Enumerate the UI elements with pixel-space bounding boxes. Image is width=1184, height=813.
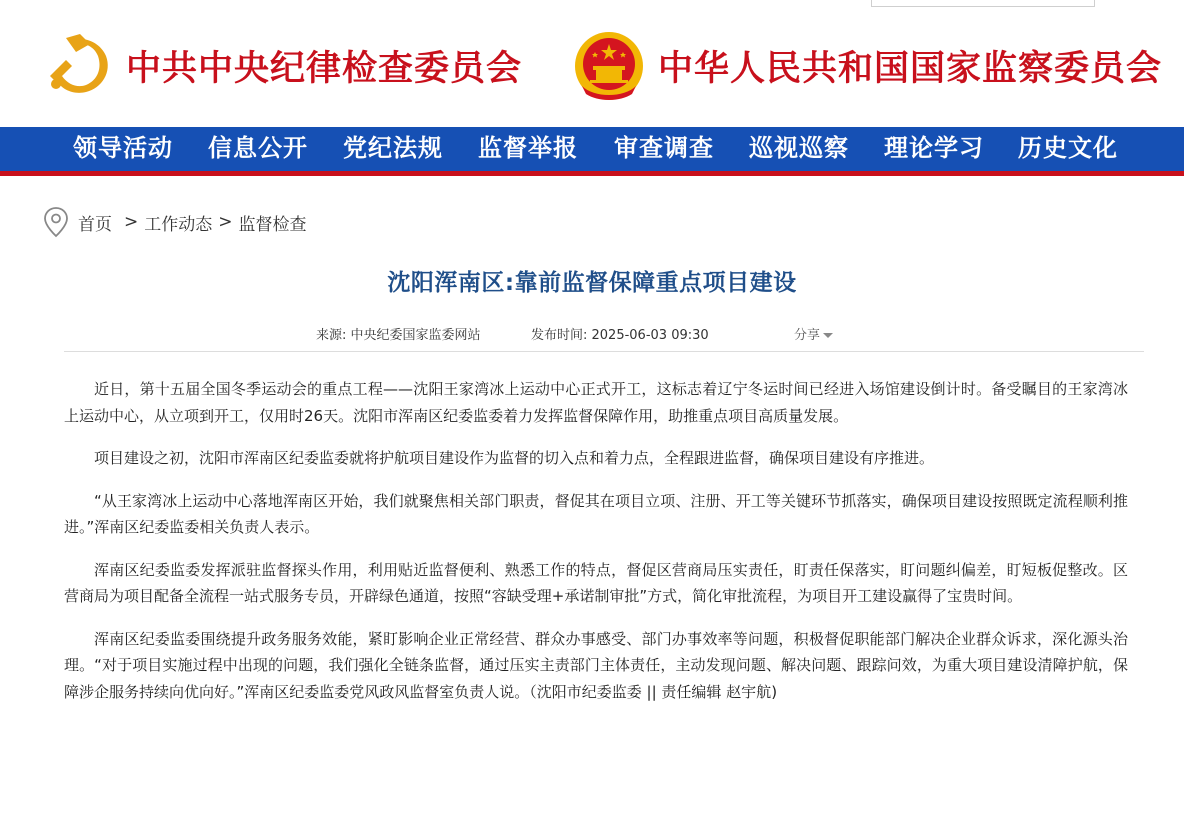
- article-body: [64, 376, 1128, 721]
- party-emblem-icon: [44, 30, 114, 100]
- site-header: [0, 0, 1184, 127]
- nav-item-inspection[interactable]: 巡视巡察: [749, 133, 849, 162]
- location-pin-icon: [42, 206, 70, 238]
- article-source: 来源: 中央纪委国家监委网站: [316, 328, 481, 343]
- article-paragraph: 近日，第十五届全国冬季运动会的重点工程——沈阳王家湾冰上运动中心正式开工，这标志着辽宁冬运时间已经进入场馆建设倒计时。备受瞩目的王家湾冰上运动中心，从立项到开工，仅用时26天。沈阳市浑南区纪委监委着力发挥监督保障作用，助推重点项目高质量发展。: [64, 380, 1128, 425]
- breadcrumb-separator: >: [124, 212, 139, 232]
- breadcrumb-supervision[interactable]: 监督检查: [238, 214, 307, 235]
- article-paragraph: “从王家湾冰上运动中心落地浑南区开始，我们就聚焦相关部门职责，督促其在项目立项、注册、开工等关键环节抓落实，确保项目建设按照既定流程顺利推进。”浑南区纪委监委相关负责人表示。: [64, 491, 1128, 536]
- main-nav: [0, 127, 1184, 171]
- nav-item-report[interactable]: 监督举报: [478, 133, 578, 162]
- org-name-nsc: 中华人民共和国国家监察委员会: [658, 48, 1163, 89]
- nav-item-investigation[interactable]: 审查调查: [614, 133, 714, 162]
- org-name-ccdi: 中共中央纪律检查委员会: [126, 48, 523, 89]
- breadcrumb-work-updates[interactable]: 工作动态: [144, 214, 213, 235]
- nav-item-regulations[interactable]: 党纪法规: [343, 133, 443, 162]
- nav-item-leadership[interactable]: 领导活动: [73, 133, 173, 162]
- article-paragraph: 浑南区纪委监委发挥派驻监督探头作用，利用贴近监督便利、熟悉工作的特点，督促区营商局压实责任，盯责任保落实，盯问题纠偏差，盯短板促整改。区营商局为项目配备全流程一站式服务专员，开辟绿色通道，按照“容缺受理+承诺制审批”方式，简化审批流程，为项目开工建设赢得了宝贵时间。: [64, 560, 1128, 605]
- article-paragraph: 项目建设之初，沈阳市浑南区纪委监委就将护航项目建设作为监督的切入点和着力点，全程跟进监督，确保项目建设有序推进。: [94, 449, 935, 467]
- nav-item-history[interactable]: 历史文化: [1018, 133, 1118, 162]
- breadcrumb-home[interactable]: 首页: [78, 214, 112, 235]
- breadcrumb-separator: >: [218, 212, 233, 232]
- article-publish-time: 发布时间: 2025-06-03 09:30: [531, 328, 709, 343]
- article-paragraph: 浑南区纪委监委围绕提升政务服务效能，紧盯影响企业正常经营、群众办事感受、部门办事效率等问题，积极督促职能部门解决企业群众诉求，深化源头治理。“对于项目实施过程中出现的问题，我们强化全链条监督，通过压实主责部门主体责任，主动发现问题、解决问题、跟踪问效，为重大项目建设清障护航，保障涉企服务持续向优向好。”浑南区纪委监委党风政风监督室负责人说。（沈阳市纪委监委 || 责任编辑 赵宇航): [64, 629, 1128, 701]
- share-label: 分享: [794, 328, 821, 343]
- national-emblem-icon: [568, 28, 650, 104]
- nav-underline: [0, 171, 1184, 176]
- chevron-down-icon: [823, 333, 833, 338]
- nav-item-theory[interactable]: 理论学习: [884, 133, 984, 162]
- share-button[interactable]: [794, 324, 833, 343]
- article-title: 沈阳浑南区:靠前监督保障重点项目建设: [387, 270, 797, 296]
- nav-item-info-disclosure[interactable]: 信息公开: [208, 133, 308, 162]
- breadcrumb: [42, 206, 307, 238]
- divider: [64, 351, 1144, 352]
